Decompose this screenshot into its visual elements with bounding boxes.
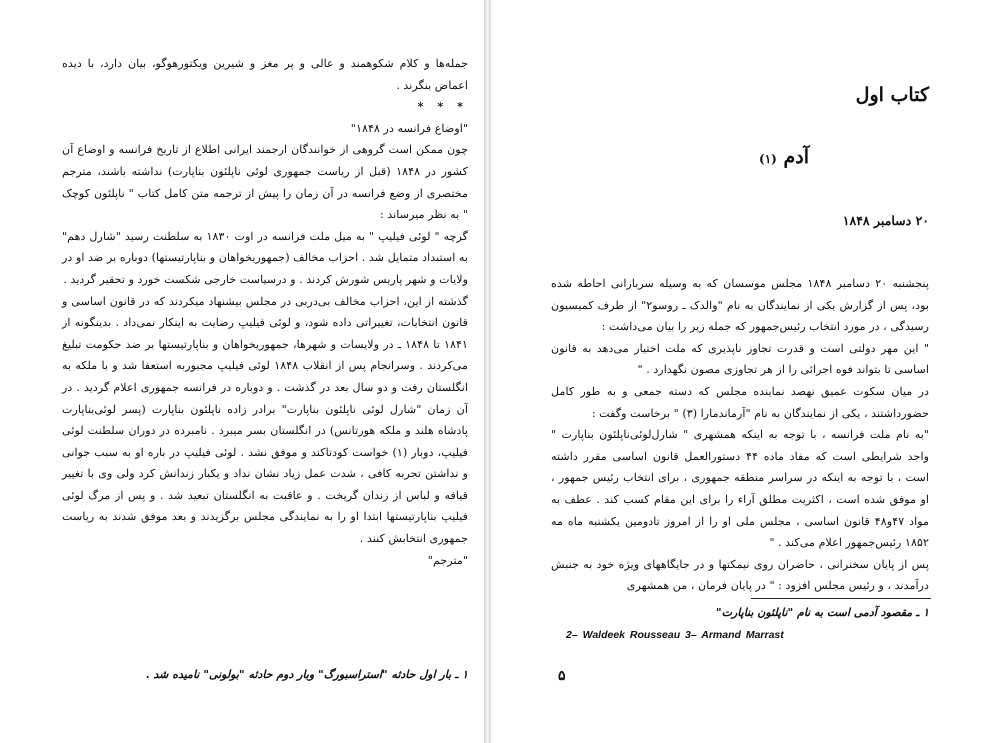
- footnote-latin: 2– Waldeek Rousseau 3– Armand Marrast: [566, 629, 784, 641]
- paragraph: گذشته از این، احزاب مخالف بی‌دربی در مجلس بیشنهاد میکردند که در قانون اساسی و قانون انتخابات، تغییراتی داده شود، و لوئی فیلیپ رضایت به اینکار نمی‌داد . بدینگونه از ۱۸۴۱ تا ۱۸۴۸ ـ در ولایسات و شهرها، جمهوریخواهان و بناپارتیستها بر ضد حکومت تبلیغ می‌کردند . وسرانجام پس از انقلاب ۱۸۴۸ لوئی فیلیپ مجبوربه استعفا شد و با ملکه به انگلستان رفت و دو سال بعد در گذشت . و دوباره در فرانسه جمهوری اعلام گردید . در آن زمان "شارل لوئی ناپلئون بناپارت" برادر زاده ناپلئون بناپارت (پسر لوئی‌بناپارت پادشاه هلند و ملکه هورتانس) در انگلستان بسر میبرد . نامبرده در دوران سلطنت لوئی فیلیپ، دوبار (۱) خواست کودتاکند و موفق نشد . لوئی فیلیپ در باره او به سبب جوانی و نداشتن تجربه کافی ، شدت عمل زیاد نشان نداد و یکبار زندانش کرد ولی وی با تغییر قیافه و لباس از زندان گریخت . و عاقبت به انگلستان تبعید شد . و پس از مرگ لوئی فیلیپ بناپارتیستها ابتدا او را به نمایندگی مجلس برگزیدند و بعد موفق شدند به ریاست جمهوری انتخابش کنند .: [62, 294, 468, 546]
- left-page-body: [62, 53, 468, 571]
- book-title: کتاب اول: [855, 84, 929, 106]
- book-gutter: [484, 0, 491, 743]
- paragraph: پنجشنبه ۲۰ دسامبر ۱۸۴۸ مجلس موسسان که به وسیله سربازانی احاطه شده بود، پس از گزارش یکی از نمایندگان به نام "والدک ـ روسو۲" از طرف کمیسیون رسیدگی ، در مورد انتخاب رئیس‌جمهور که جمله زیر را بیان می‌داشت :: [551, 277, 929, 334]
- paragraph: جمله‌ها و کلام شکوهمند و عالی و پر مغز و شیرین ویکتورهوگو، بیان دارد، با دیده اعماض بنگرند .: [62, 57, 468, 92]
- paragraph: چون ممکن است گروهی از خوانندگان ارجمند ایرانی اطلاع از تاریخ فرانسه و اوضاع آن کشور در ۱۸۴۸ (قبل از ریاست جمهوری لوئی ناپلئون بناپارت) نداشته باشند، مترجم مختصری از وضع فرانسه در آن زمان را پیش از ترجمه متن کامل کتاب " ناپلئون کوچک " به نظر میرساند :: [62, 143, 468, 222]
- translator-signature: "مترجم": [427, 553, 468, 567]
- date-heading: ۲۰ دسامبر ۱۸۴۸: [842, 213, 929, 228]
- chapter-title-text: آدم: [783, 146, 809, 168]
- paragraph: " این مهر دولتی است و قدرت تجاوز ناپذیری که ملت اختیار می‌دهد به قانون اساسی تا بتواند فوه اجرائی را از هر تجاوزی مصون نگهدارد . ": [551, 341, 929, 377]
- paragraph: "به نام ملت فرانسه ، با توجه به اینکه همشهری " شارل‌لوئی‌ناپلئون بناپارت " واجد شرایطی است که مفاد ماده ۴۴ دستورالعمل قانون اساسی مقرر داشته است ، با توجه به اینکه در سراسر منطقه جمهوری ، برای انتخاب رئیس جمهور ، او موفق شده است ، اکثریت مطلق آراء را برای این مقام کسب کند . عطف به مواد ۴۷و۴۸ قانون اساسی ، مجلس ملی او را از امروز تادومین یکشنبه ماه مه ۱۸۵۲ رئیس‌جمهور اعلام می‌کند . ": [551, 428, 929, 550]
- paragraph: پس از پایان سخنرانی ، حاضران روی نیمکتها و در جایگاههای ویژه خود به جنبش درآمدند ، و رئیس مجلس افزود : " در پایان فرمان ، من همشهری: [551, 557, 929, 593]
- section-separator: * * *: [417, 99, 468, 114]
- right-page: [491, 0, 987, 743]
- footnote-marker: (۱): [759, 152, 777, 166]
- footnote-divider: [751, 598, 931, 599]
- left-page: [0, 0, 484, 743]
- page-number: ۵: [558, 668, 566, 684]
- footnote: ۱ ـ مقصود آدمی است به نام "ناپلئون بناپارت": [715, 606, 929, 619]
- chapter-title: [759, 146, 809, 168]
- section-heading: "اوضاع فرانسه در ۱۸۴۸": [350, 121, 468, 135]
- footnote: ۱ ـ بار اول حادثه "استراسبورگ" وبار دوم حادثه "بولونی" نامیده شد .: [145, 668, 468, 681]
- paragraph: در میان سکوت عمیق نهصد نماینده مجلس که دسته جمعی و به طور کامل حضورداشتند ، یکی از نمایندگان به نام "آرماندمارا (۳) " برخاست وگفت :: [551, 384, 929, 420]
- paragraph: گرچه " لوئی فیلیپ " به میل ملت فرانسه در اوت ۱۸۳۰ به سلطنت رسید "شارل دهم" به استبداد متمایل شد . احزاب مخالف (جمهوریخواهان و بناپارتیستها) دوباره بر ضد او در ولایات و شهر پاریس شورش کردند . و درسیاست خارجی شکست خورد و تحقیر گردید .: [62, 229, 468, 286]
- right-page-body: [551, 273, 929, 597]
